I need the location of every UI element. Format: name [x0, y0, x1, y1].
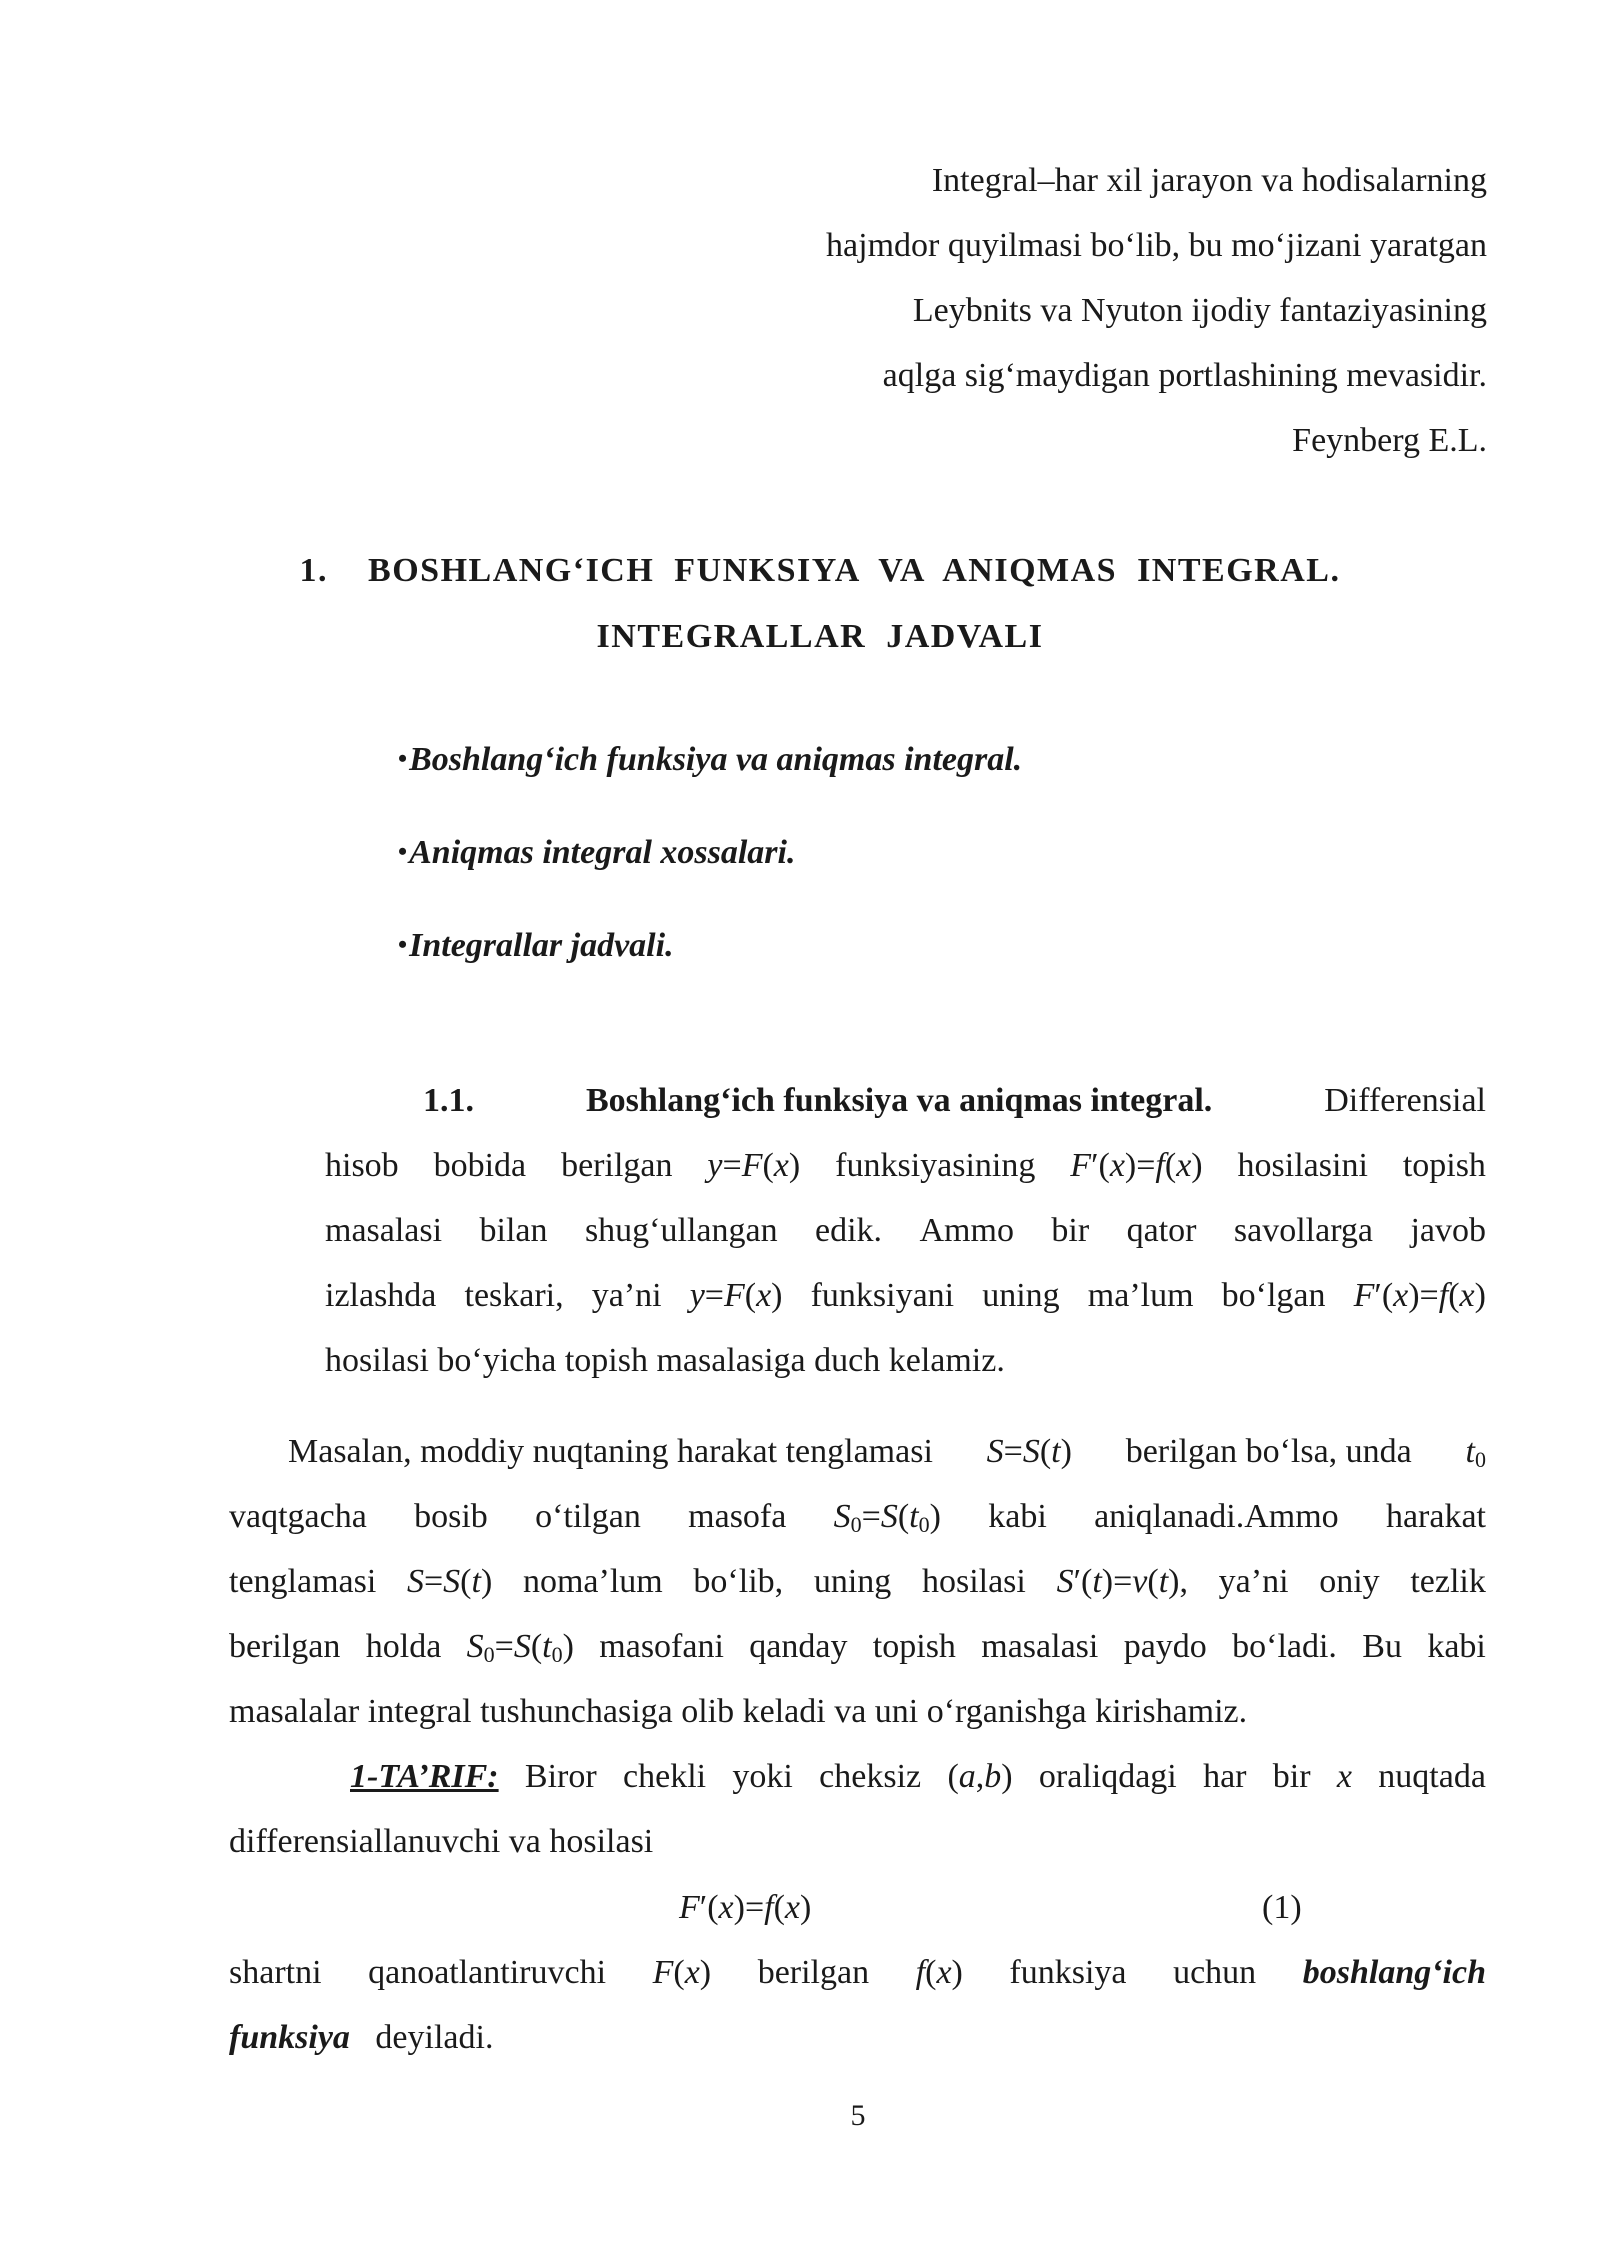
text-word: bobida: [433, 1147, 527, 1184]
definition-line: [229, 2013, 493, 2063]
text-word: edik.: [815, 1212, 883, 1249]
math-expression: $S_0=S(t_0)$: [466, 1628, 574, 1667]
text-word: deyiladi.: [375, 2019, 494, 2056]
text-word: aniqlanadi.Ammo: [1094, 1498, 1339, 1535]
epigraph: [826, 148, 1487, 473]
text-word: paydo: [1123, 1628, 1207, 1665]
math-expression: y=F(x): [707, 1147, 801, 1184]
math-expression: S′(t)=v(t),: [1056, 1563, 1188, 1600]
text-word: oraliqdagi: [1038, 1758, 1177, 1795]
bullet-icon: •: [398, 837, 408, 866]
text-segment: berilgan bo‘lsa, unda: [1125, 1433, 1412, 1470]
section-title: Boshlang‘ich funksiya va aniqmas integral.: [585, 1082, 1213, 1119]
math-expression: $t_0$: [1465, 1433, 1486, 1472]
text-word: funksiyani: [810, 1277, 955, 1314]
text-word: topish: [1402, 1147, 1486, 1184]
text-word: bir: [1051, 1212, 1090, 1249]
text-word: tezlik: [1410, 1563, 1486, 1600]
topic-text: Boshlang‘ich funksiya va aniqmas integral.: [409, 741, 1023, 778]
text-word: yoki: [732, 1758, 793, 1795]
text-word: qanday: [749, 1628, 848, 1665]
text-word: harakat: [1385, 1498, 1486, 1535]
math-expression: y=F(x): [689, 1277, 783, 1314]
math-expression: f(x): [915, 1954, 963, 1991]
text-word: masalasi: [325, 1212, 443, 1249]
definition-line: differensiallanuvchi va hosilasi: [229, 1823, 654, 1860]
paragraph-line: masalalar integral tushunchasiga olib keladi va uni o‘rganishga kirishamiz.: [229, 1693, 1248, 1730]
math-expression: F(x): [652, 1954, 712, 1991]
text-word: bo‘ladi.: [1232, 1628, 1337, 1665]
paragraph-line: [423, 1076, 1486, 1126]
list-item: [398, 916, 1022, 1009]
text-word: teskari,: [464, 1277, 564, 1314]
paragraph-line: [325, 1206, 1486, 1256]
text-word: savollarga: [1233, 1212, 1374, 1249]
epigraph-line: aqlga sig‘maydigan portlashining mevasidir.: [882, 357, 1487, 394]
text-word: chekli: [623, 1758, 707, 1795]
epigraph-line: hajmdor quyilmasi bo‘lib, bu mo‘jizani yaratgan: [826, 227, 1487, 264]
list-item: [398, 730, 1022, 823]
text-word: shartni: [229, 1954, 322, 1991]
text-word: har: [1203, 1758, 1247, 1795]
math-expression: (a,b): [947, 1758, 1013, 1795]
chapter-title: [230, 538, 1410, 670]
text-word: bo‘lib,: [693, 1563, 784, 1600]
text-word: bir: [1272, 1758, 1311, 1795]
epigraph-line: Integral–har xil jarayon va hodisalarning: [931, 162, 1487, 199]
epigraph-line: Leybnits va Nyuton ijodiy fantaziyasining: [912, 292, 1487, 329]
paragraph-line: [288, 1427, 1486, 1477]
text-word: o‘tilgan: [535, 1498, 641, 1535]
text-word: nuqtada: [1378, 1758, 1486, 1795]
topic-list: [398, 730, 1022, 1009]
text-word: uchun: [1173, 1954, 1257, 1991]
topic-text: Integrallar jadvali.: [409, 927, 674, 964]
text-word: hosilasini: [1237, 1147, 1368, 1184]
text-word: berilgan: [561, 1147, 673, 1184]
text-word: Bu: [1362, 1628, 1402, 1665]
text-segment: Masalan, moddiy nuqtaning harakat tenglamasi: [288, 1433, 933, 1470]
text-word: bosib: [414, 1498, 488, 1535]
text-word: noma’lum: [522, 1563, 663, 1600]
text-word: berilgan: [757, 1954, 870, 1991]
bullet-icon: •: [398, 930, 408, 959]
text-word: uning: [982, 1277, 1060, 1314]
math-expression: x: [1336, 1758, 1352, 1795]
chapter-number: 1.: [299, 552, 329, 589]
text-word: ya’ni: [1218, 1563, 1289, 1600]
text-word: vaqtgacha: [229, 1498, 367, 1535]
text-word: ma’lum: [1087, 1277, 1194, 1314]
formula: F′(x)=f(x): [679, 1889, 812, 1926]
chapter-title-line-2: INTEGRALLAR JADVALI: [596, 618, 1044, 655]
chapter-title-line-1: [230, 538, 1410, 604]
text-word: cheksiz: [819, 1758, 922, 1795]
text-word: funksiya: [1009, 1954, 1127, 1991]
text-word: qanoatlantiruvchi: [368, 1954, 607, 1991]
text-word: tenglamasi: [229, 1563, 377, 1600]
paragraph-line: [325, 1271, 1486, 1321]
definition-label: 1-TA’RIF:: [350, 1758, 499, 1795]
text-word: funksiyasining: [835, 1147, 1036, 1184]
text-word: bo‘lgan: [1221, 1277, 1326, 1314]
text-word: berilgan: [229, 1628, 341, 1665]
defined-term: funksiya: [229, 2019, 350, 2056]
text-word: Ammo: [919, 1212, 1014, 1249]
text-word: oniy: [1319, 1563, 1380, 1600]
text-word: shug‘ullangan: [584, 1212, 778, 1249]
defined-term: boshlang‘ich: [1302, 1954, 1486, 1991]
text-word: Biror: [524, 1758, 597, 1795]
text-word: masofani: [599, 1628, 724, 1665]
math-expression: F′(x)=f(x): [1353, 1277, 1486, 1314]
text-word: Differensial: [1324, 1082, 1486, 1119]
text-word: hosilasi: [921, 1563, 1026, 1600]
epigraph-author: Feynberg E.L.: [1292, 422, 1487, 459]
page-number: 5: [850, 2099, 866, 2132]
text-word: izlashda: [325, 1277, 437, 1314]
text-word: hisob: [325, 1147, 399, 1184]
text-word: bilan: [479, 1212, 548, 1249]
math-expression: S=S(t): [986, 1433, 1072, 1470]
text-word: masofa: [688, 1498, 787, 1535]
section-number: 1.1.: [423, 1082, 474, 1119]
paragraph-line: hosilasi bo‘yicha topish masalasiga duch kelamiz.: [325, 1342, 1005, 1379]
text-word: javob: [1410, 1212, 1486, 1249]
definition-line: [350, 1752, 1486, 1802]
list-item: [398, 823, 1022, 916]
text-word: topish: [872, 1628, 956, 1665]
text-word: holda: [365, 1628, 442, 1665]
bullet-icon: •: [398, 744, 408, 773]
paragraph-line: [229, 1622, 1486, 1672]
math-expression: F′(x)=f(x): [1070, 1147, 1203, 1184]
definition-line: [229, 1948, 1486, 1998]
paragraph-line: [229, 1557, 1486, 1607]
text-word: uning: [813, 1563, 892, 1600]
text-word: qator: [1126, 1212, 1197, 1249]
topic-text: Aniqmas integral xossalari.: [409, 834, 796, 871]
equation-number: (1): [1262, 1889, 1302, 1926]
paragraph-line: [229, 1492, 1486, 1542]
text-word: masalasi: [981, 1628, 1099, 1665]
math-expression: $S_0=S(t_0)$: [833, 1498, 941, 1537]
text-word: kabi: [988, 1498, 1047, 1535]
text-word: kabi: [1427, 1628, 1486, 1665]
chapter-title-text: BOSHLANG‘ICH FUNKSIYA VA ANIQMAS INTEGRAL.: [368, 552, 1341, 589]
paragraph-line: [325, 1141, 1486, 1191]
math-expression: S=S(t): [406, 1563, 493, 1600]
text-word: ya’ni: [591, 1277, 662, 1314]
